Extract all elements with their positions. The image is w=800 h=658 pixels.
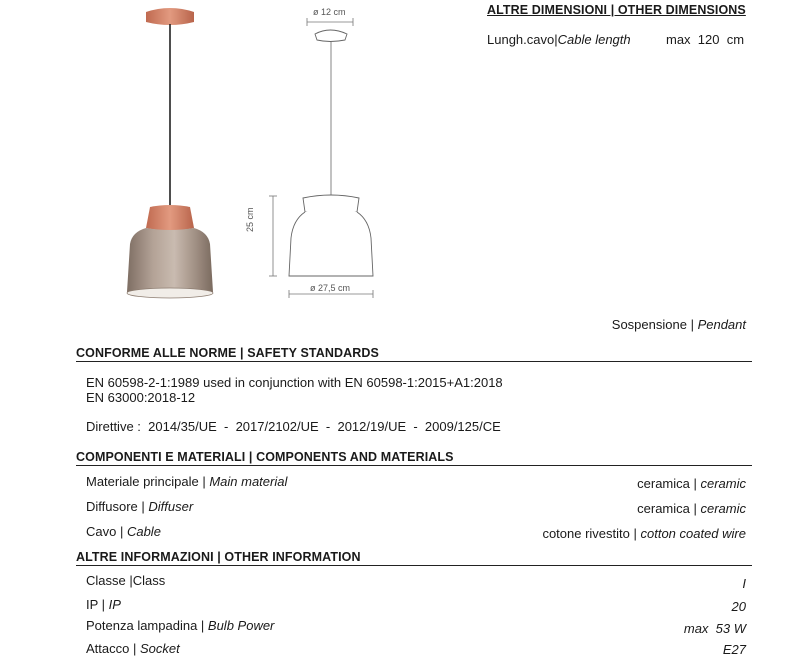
technical-drawing xyxy=(255,0,385,305)
component-value-en: ceramic xyxy=(700,501,746,516)
component-value-main-material xyxy=(637,476,746,491)
component-label-en: Cable xyxy=(126,524,161,539)
cable-length-label-it: Lungh.cavo xyxy=(487,32,555,47)
cable-length-row: Lungh.cavo|Cable length xyxy=(487,32,631,47)
info-value-socket: E27 xyxy=(722,642,746,657)
other-dimensions-title: ALTRE DIMENSIONI | OTHER DIMENSIONS xyxy=(487,3,746,17)
top-diameter-label: ø 12 cm xyxy=(313,7,346,17)
info-label-en: Socket xyxy=(139,641,180,656)
component-value-it: ceramica | xyxy=(637,476,701,491)
info-rule xyxy=(76,565,752,566)
components-title: COMPONENTI E MATERIALI | COMPONENTS AND MATERIALS xyxy=(76,450,454,464)
bottom-diameter-label: ø 27,5 cm xyxy=(310,283,351,293)
info-label-it: Attacco | xyxy=(86,641,140,656)
info-row-ip xyxy=(86,597,121,612)
component-row-diffuser xyxy=(86,499,193,514)
cable-length-value: max 120 cm xyxy=(666,32,745,47)
info-label-en: IP xyxy=(108,597,121,612)
product-type-it: Sospensione xyxy=(611,317,687,332)
product-type: Sospensione | Pendant xyxy=(611,317,746,332)
height-label: 25 cm xyxy=(245,207,255,232)
component-label-it: Diffusore | xyxy=(86,499,149,514)
cable-length-label-en: Cable length xyxy=(557,32,631,47)
safety-rule xyxy=(76,361,752,362)
component-label-it: Cavo | xyxy=(86,524,127,539)
product-type-en: Pendant xyxy=(697,317,746,332)
info-label-en: Bulb Power xyxy=(207,618,275,633)
info-row-class xyxy=(86,573,165,588)
directives: Direttive : 2014/35/UE - 2017/2102/UE - 2012/19/UE - 2009/125/CE xyxy=(86,419,501,434)
component-label-it: Materiale principale | xyxy=(86,474,210,489)
product-photo xyxy=(110,4,230,304)
info-value-ip: 20 xyxy=(731,599,746,614)
components-rule xyxy=(76,465,752,466)
info-label-it: Potenza lampadina | xyxy=(86,618,208,633)
component-label-en: Diffuser xyxy=(148,499,194,514)
component-value-cable xyxy=(542,526,746,541)
safety-line2: EN 63000:2018-12 xyxy=(86,390,196,405)
component-value-it: ceramica | xyxy=(637,501,701,516)
safety-title: CONFORME ALLE NORME | SAFETY STANDARDS xyxy=(76,346,379,360)
component-value-en: ceramic xyxy=(700,476,746,491)
info-value-bulb-power: max 53 W xyxy=(683,621,746,636)
safety-line1: EN 60598-2-1:1989 used in conjunction with EN 60598-1:2015+A1:2018 xyxy=(86,375,503,390)
info-label-it: IP | xyxy=(86,597,109,612)
component-value-diffuser xyxy=(637,501,746,516)
info-row-socket xyxy=(86,641,180,656)
info-title: ALTRE INFORMAZIONI | OTHER INFORMATION xyxy=(76,550,361,564)
info-label-it: Classe |Class xyxy=(86,573,166,588)
component-row-cable xyxy=(86,524,161,539)
info-row-bulb-power xyxy=(86,618,274,633)
component-value-it: cotone rivestito | xyxy=(542,526,641,541)
component-row-main-material xyxy=(86,474,287,489)
info-value-class: I xyxy=(742,576,746,591)
component-value-en: cotton coated wire xyxy=(640,526,746,541)
component-label-en: Main material xyxy=(209,474,288,489)
